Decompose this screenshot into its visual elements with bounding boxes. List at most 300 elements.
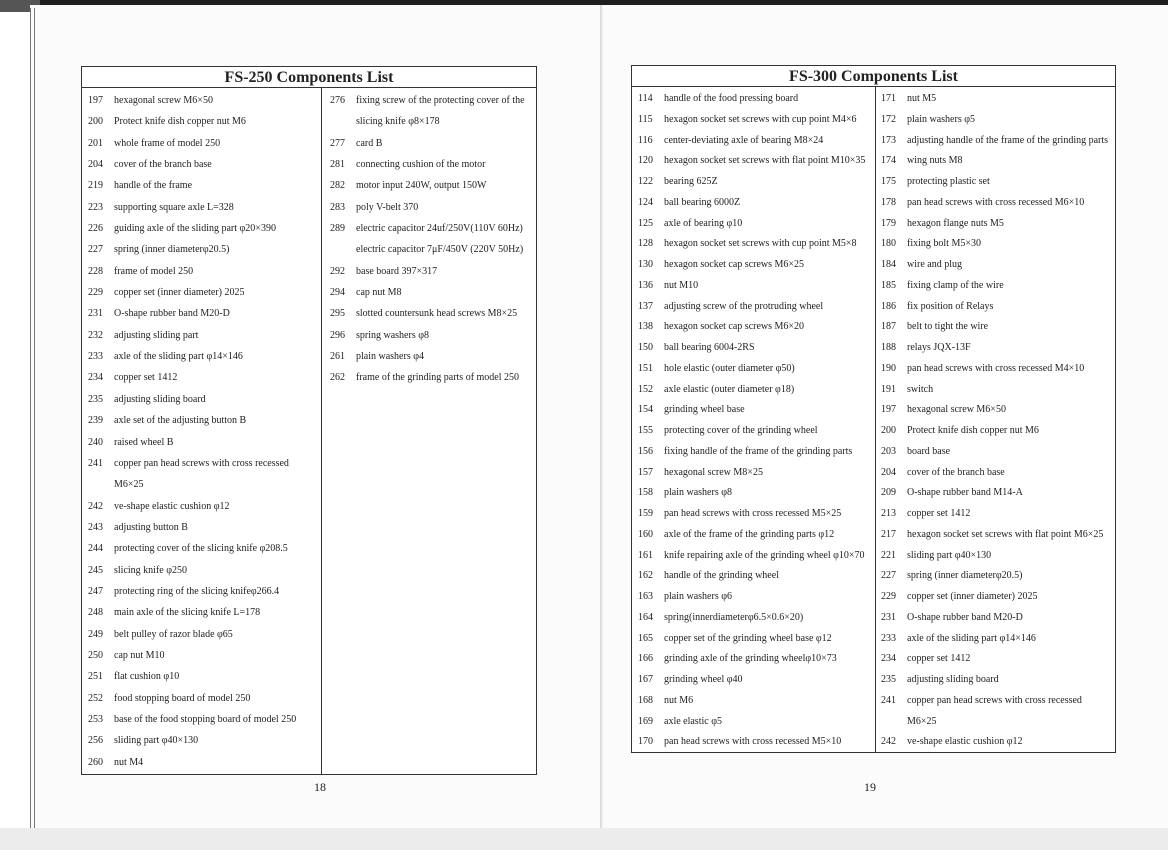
part-number: 204 <box>88 159 103 171</box>
component-row <box>330 303 534 324</box>
component-row <box>330 325 534 346</box>
part-number <box>881 712 907 733</box>
component-row <box>330 282 534 303</box>
part-description: frame of the grinding parts of model 250 <box>356 372 520 384</box>
part-description: O-shape rubber band M20-D <box>114 308 230 320</box>
part-number: 158 <box>638 487 653 499</box>
part-description: hexagon socket set screws with cup point M4×6 <box>664 113 857 125</box>
part-number: 168 <box>638 694 653 706</box>
component-row <box>638 483 872 504</box>
component-row <box>88 239 318 260</box>
fs300-list-column-1 <box>638 89 872 753</box>
part-number: 124 <box>638 196 653 208</box>
part-description: poly V-belt 370 <box>356 201 419 213</box>
part-number: 277 <box>330 137 345 149</box>
component-row <box>881 732 1115 753</box>
part-number: 120 <box>638 155 653 167</box>
part-number: 295 <box>330 308 345 320</box>
component-row <box>881 359 1115 380</box>
component-row <box>88 90 318 111</box>
part-description: sliding part φ40×130 <box>907 549 992 561</box>
component-row <box>881 193 1115 214</box>
part-description: guiding axle of the sliding part φ20×390 <box>114 223 276 235</box>
component-row <box>88 730 318 751</box>
part-description: pan head screws with cross recessed M6×10 <box>907 196 1085 208</box>
part-number: 157 <box>638 466 653 478</box>
part-number: 170 <box>638 736 653 748</box>
part-description: copper set 1412 <box>114 372 178 384</box>
part-description: M6×25 <box>114 479 144 491</box>
part-description: hexagon socket set screws with flat point M10×35 <box>664 155 866 167</box>
component-row <box>88 410 318 431</box>
part-number: 283 <box>330 201 345 213</box>
component-row <box>330 346 534 367</box>
part-number: 240 <box>88 436 103 448</box>
part-description: hexagonal screw M6×50 <box>114 95 213 106</box>
part-number: 221 <box>881 549 896 561</box>
component-row <box>638 110 872 131</box>
part-description: axle set of the adjusting button B <box>114 415 247 427</box>
part-description: flat cushion φ10 <box>114 671 180 683</box>
part-description: O-shape rubber band M14-A <box>907 487 1023 499</box>
part-description: axle of the sliding part φ14×146 <box>114 351 243 363</box>
part-number: 180 <box>881 238 896 250</box>
part-description: plain washers φ4 <box>356 351 424 363</box>
component-row <box>881 400 1115 421</box>
component-row <box>88 389 318 410</box>
part-description: copper set 1412 <box>907 508 971 519</box>
part-number: 167 <box>638 674 653 685</box>
part-description: base board 397×317 <box>356 265 438 277</box>
part-description: protecting cover of the slicing knife φ208.5 <box>114 543 288 555</box>
component-row <box>88 624 318 645</box>
component-row <box>638 691 872 712</box>
component-row <box>88 432 318 453</box>
part-description: cover of the branch base <box>114 159 212 171</box>
part-number: 171 <box>881 93 896 104</box>
part-number: 256 <box>88 735 103 747</box>
part-number: 223 <box>88 201 103 213</box>
part-number: 229 <box>88 287 103 299</box>
part-number <box>330 239 356 260</box>
part-number: 294 <box>330 287 345 299</box>
part-description: fixing bolt M5×30 <box>907 238 981 250</box>
part-number: 130 <box>638 259 653 270</box>
part-description: frame of model 250 <box>114 265 194 277</box>
part-number: 296 <box>330 329 345 341</box>
part-number: 155 <box>638 425 653 436</box>
part-description: ve-shape elastic cushion φ12 <box>114 500 230 512</box>
part-description: M6×25 <box>907 715 937 727</box>
part-description: sliding part φ40×130 <box>114 735 199 747</box>
part-description: copper set 1412 <box>907 653 971 665</box>
part-description: food stopping board of model 250 <box>114 692 251 704</box>
part-description: axle elastic (outer diameter φ18) <box>664 383 795 395</box>
component-row <box>881 483 1115 504</box>
component-row <box>881 629 1115 650</box>
part-number: 197 <box>881 404 896 416</box>
part-description: plain washers φ6 <box>664 591 732 602</box>
part-number: 243 <box>88 521 103 533</box>
part-number: 150 <box>638 342 653 353</box>
component-row <box>638 732 872 753</box>
fs250-column-divider <box>321 88 322 774</box>
component-row <box>638 380 872 401</box>
part-description: plain washers φ8 <box>664 487 732 499</box>
component-row <box>88 709 318 730</box>
part-description: handle of the frame <box>114 180 193 192</box>
part-number: 204 <box>881 466 896 478</box>
part-description: grinding axle of the grinding wheelφ10×73 <box>664 653 837 665</box>
part-description: hole elastic (outer diameter φ50) <box>664 362 795 374</box>
part-number <box>88 474 114 495</box>
component-row <box>330 197 534 218</box>
fs250-list-column-1 <box>88 90 318 773</box>
part-description: handle of the grinding wheel <box>664 570 779 582</box>
component-row <box>881 463 1115 484</box>
part-number: 248 <box>88 607 103 619</box>
part-number: 227 <box>881 570 896 582</box>
component-row <box>638 442 872 463</box>
component-row <box>881 338 1115 359</box>
part-description: belt to tight the wire <box>907 321 989 333</box>
part-number: 188 <box>881 342 896 353</box>
component-row <box>638 566 872 587</box>
left-page-edge-line <box>30 8 31 828</box>
part-number: 209 <box>881 487 896 499</box>
component-row <box>881 670 1115 691</box>
component-row <box>881 317 1115 338</box>
part-description: grinding wheel base <box>664 404 745 416</box>
component-row <box>881 525 1115 546</box>
part-number: 235 <box>881 674 896 685</box>
part-description: hexagonal screw M6×50 <box>907 404 1006 416</box>
part-number: 116 <box>638 134 653 146</box>
part-number: 282 <box>330 180 345 192</box>
component-row <box>881 504 1115 525</box>
page-number-right: 19 <box>864 780 876 794</box>
part-number: 241 <box>881 694 896 706</box>
part-number: 229 <box>881 591 896 602</box>
fs250-list-column-2 <box>330 90 534 389</box>
part-number: 247 <box>88 585 103 597</box>
part-description: hexagon socket cap screws M6×20 <box>664 321 805 333</box>
part-number: 165 <box>638 632 653 644</box>
part-number: 173 <box>881 134 896 146</box>
part-description: axle of the frame of the grinding parts φ12 <box>664 528 835 540</box>
part-description: ball bearing 6000Z <box>664 196 741 208</box>
part-description: Protect knife dish copper nut M6 <box>907 425 1039 436</box>
fs300-list-column-2 <box>881 89 1115 753</box>
component-row <box>330 133 534 154</box>
part-description: spring (inner diameterφ20.5) <box>907 570 1023 582</box>
part-number: 235 <box>88 393 103 405</box>
part-description: cover of the branch base <box>907 466 1005 478</box>
component-row <box>881 89 1115 110</box>
component-row <box>638 463 872 484</box>
part-description: main axle of the slicing knife L=178 <box>114 607 261 619</box>
part-description: protecting ring of the slicing knifeφ266.4 <box>114 585 280 597</box>
part-description: cap nut M8 <box>356 287 402 299</box>
component-row <box>330 154 534 175</box>
part-number: 242 <box>88 500 103 512</box>
part-description: hexagon socket set screws with flat point M6×25 <box>907 528 1104 540</box>
part-description: fix position of Relays <box>907 300 994 312</box>
part-number: 239 <box>88 415 103 427</box>
part-description: spring (inner diameterφ20.5) <box>114 244 230 256</box>
fs250-components-table <box>81 66 537 775</box>
part-number: 186 <box>881 300 896 312</box>
component-row <box>88 346 318 367</box>
component-row <box>88 175 318 196</box>
component-row <box>88 282 318 303</box>
part-number: 244 <box>88 543 103 555</box>
component-row <box>88 453 318 474</box>
component-row <box>881 566 1115 587</box>
part-number: 151 <box>638 362 653 374</box>
part-number: 156 <box>638 445 653 457</box>
bottom-margin <box>0 828 1168 850</box>
part-description: base of the food stopping board of model 250 <box>114 713 297 725</box>
part-number <box>330 111 356 132</box>
component-row <box>88 496 318 517</box>
part-description: ball bearing 6004-2RS <box>664 342 755 353</box>
part-number: 219 <box>88 180 103 192</box>
part-description: electric capacitor 7μF/450V (220V 50Hz) <box>356 244 524 256</box>
part-description: cap nut M10 <box>114 649 165 661</box>
part-description: plain washers φ5 <box>907 113 975 125</box>
part-number: 262 <box>330 372 345 384</box>
component-row <box>638 546 872 567</box>
part-number: 174 <box>881 155 896 167</box>
part-description: slicing knife φ8×178 <box>356 116 440 128</box>
part-description: hexagonal screw M8×25 <box>664 466 763 478</box>
component-row <box>881 546 1115 567</box>
component-row <box>638 338 872 359</box>
component-row <box>88 688 318 709</box>
component-row <box>881 131 1115 152</box>
component-row <box>881 649 1115 670</box>
part-description: adjusting sliding board <box>114 393 206 405</box>
part-number: 260 <box>88 756 103 768</box>
left-page-edge-line-inner <box>34 8 35 828</box>
part-number: 289 <box>330 223 345 235</box>
component-row <box>88 602 318 623</box>
component-row <box>881 421 1115 442</box>
component-row <box>638 670 872 691</box>
part-number: 232 <box>88 329 103 341</box>
part-number: 281 <box>330 159 345 171</box>
component-row <box>88 474 318 495</box>
part-number: 253 <box>88 713 103 725</box>
component-row <box>330 367 534 388</box>
part-description: fixing screw of the protecting cover of the <box>356 95 525 106</box>
part-description: copper pan head screws with cross recessed <box>114 457 289 469</box>
component-row <box>638 317 872 338</box>
component-row <box>88 645 318 666</box>
part-number: 233 <box>881 632 896 644</box>
part-description: copper set of the grinding wheel base φ12 <box>664 632 832 644</box>
component-row <box>330 261 534 282</box>
part-description: hexagon flange nuts M5 <box>907 217 1004 229</box>
component-row <box>881 442 1115 463</box>
part-number: 178 <box>881 196 896 208</box>
part-number: 276 <box>330 95 345 106</box>
part-number: 159 <box>638 508 653 519</box>
part-number: 172 <box>881 113 896 125</box>
component-row <box>638 255 872 276</box>
part-description: spring washers φ8 <box>356 329 429 341</box>
part-description: wing nuts M8 <box>907 155 963 167</box>
part-description: adjusting handle of the frame of the grinding parts <box>907 134 1109 146</box>
part-description: copper pan head screws with cross recessed <box>907 694 1082 706</box>
part-description: electric capacitor 24uf/250V(110V 60Hz) <box>356 223 523 235</box>
part-number: 166 <box>638 653 653 665</box>
part-description: slotted countersunk head screws M8×25 <box>356 308 518 320</box>
component-row <box>88 111 318 132</box>
component-row <box>88 133 318 154</box>
component-row <box>638 276 872 297</box>
component-row <box>88 538 318 559</box>
component-row <box>638 649 872 670</box>
part-description: protecting cover of the grinding wheel <box>664 425 818 436</box>
part-number: 190 <box>881 362 896 374</box>
component-row <box>638 297 872 318</box>
part-description: relays JQX-13F <box>907 342 971 353</box>
part-description: adjusting sliding part <box>114 329 199 341</box>
part-description: hexagon socket set screws with cup point M5×8 <box>664 238 857 250</box>
part-description: copper set (inner diameter) 2025 <box>907 591 1038 602</box>
part-description: adjusting sliding board <box>907 674 999 685</box>
component-row <box>88 517 318 538</box>
part-number: 114 <box>638 93 653 104</box>
part-description: switch <box>907 383 934 395</box>
part-description: nut M4 <box>114 756 144 768</box>
component-row <box>881 172 1115 193</box>
part-number: 251 <box>88 671 103 683</box>
component-row <box>88 581 318 602</box>
part-number: 261 <box>330 351 345 363</box>
component-row <box>330 218 534 239</box>
component-row <box>638 712 872 733</box>
part-description: pan head screws with cross recessed M5×10 <box>664 736 842 748</box>
part-number: 115 <box>638 113 653 125</box>
part-number: 213 <box>881 508 896 519</box>
part-number: 163 <box>638 591 653 602</box>
part-description: Protect knife dish copper nut M6 <box>114 116 246 128</box>
part-number: 234 <box>88 372 103 384</box>
part-number: 137 <box>638 300 653 312</box>
part-description: pan head screws with cross recessed M4×10 <box>907 362 1085 374</box>
page-number-left: 18 <box>314 780 326 794</box>
part-number: 154 <box>638 404 653 416</box>
part-description: wire and plug <box>907 259 962 270</box>
part-number: 122 <box>638 176 653 187</box>
part-number: 187 <box>881 321 896 333</box>
component-row <box>881 214 1115 235</box>
component-row <box>638 629 872 650</box>
part-number: 241 <box>88 457 103 469</box>
fs300-components-table <box>631 65 1116 753</box>
component-row <box>881 255 1115 276</box>
part-number: 136 <box>638 279 653 291</box>
part-number: 234 <box>881 653 896 665</box>
part-number: 179 <box>881 217 896 229</box>
component-row <box>88 560 318 581</box>
part-number: 200 <box>881 425 896 436</box>
part-number: 242 <box>881 736 896 748</box>
component-row <box>88 666 318 687</box>
part-description: ve-shape elastic cushion φ12 <box>907 736 1023 748</box>
component-row <box>638 234 872 255</box>
component-row <box>638 131 872 152</box>
component-row <box>638 193 872 214</box>
component-row <box>88 261 318 282</box>
part-number: 227 <box>88 244 103 256</box>
part-description: knife repairing axle of the grinding wheel φ10×70 <box>664 549 865 561</box>
part-description: pan head screws with cross recessed M5×25 <box>664 508 842 519</box>
part-number: 226 <box>88 223 103 235</box>
component-row <box>638 504 872 525</box>
part-number: 191 <box>881 383 896 395</box>
part-description: handle of the food pressing board <box>664 93 799 104</box>
part-number: 184 <box>881 259 896 270</box>
part-number: 152 <box>638 383 653 395</box>
part-description: fixing handle of the frame of the grinding parts <box>664 445 853 457</box>
part-description: center-deviating axle of bearing M8×24 <box>664 134 824 146</box>
fs300-table-title: FS-300 Components List <box>632 66 1115 87</box>
component-row <box>638 587 872 608</box>
component-row <box>638 151 872 172</box>
part-number: 200 <box>88 116 103 128</box>
component-row <box>88 218 318 239</box>
part-number: 233 <box>88 351 103 363</box>
component-row <box>330 90 534 111</box>
component-row <box>638 172 872 193</box>
component-row <box>88 197 318 218</box>
part-number: 164 <box>638 611 653 623</box>
component-row <box>881 691 1115 712</box>
part-number: 231 <box>88 308 103 320</box>
part-description: hexagon socket cap screws M6×25 <box>664 259 805 270</box>
part-description: supporting square axle L=328 <box>114 201 234 213</box>
component-row <box>330 111 534 132</box>
component-row <box>638 421 872 442</box>
component-row <box>881 276 1115 297</box>
fs250-table-title: FS-250 Components List <box>82 67 536 88</box>
part-number: 217 <box>881 528 896 540</box>
component-row <box>881 297 1115 318</box>
part-number: 203 <box>881 445 896 457</box>
part-number: 201 <box>88 137 103 149</box>
component-row <box>638 608 872 629</box>
component-row <box>638 89 872 110</box>
part-description: connecting cushion of the motor <box>356 159 486 171</box>
part-description: axle of the sliding part φ14×146 <box>907 632 1036 644</box>
component-row <box>88 325 318 346</box>
part-description: copper set (inner diameter) 2025 <box>114 287 245 299</box>
part-description: axle of bearing φ10 <box>664 217 743 229</box>
component-row <box>881 380 1115 401</box>
part-description: adjusting button B <box>114 521 188 533</box>
component-row <box>88 303 318 324</box>
component-row <box>881 151 1115 172</box>
part-number: 138 <box>638 321 653 333</box>
part-description: O-shape rubber band M20-D <box>907 611 1023 623</box>
component-row <box>330 239 534 260</box>
part-description: protecting plastic set <box>907 176 990 187</box>
part-description: axle elastic φ5 <box>664 715 722 727</box>
